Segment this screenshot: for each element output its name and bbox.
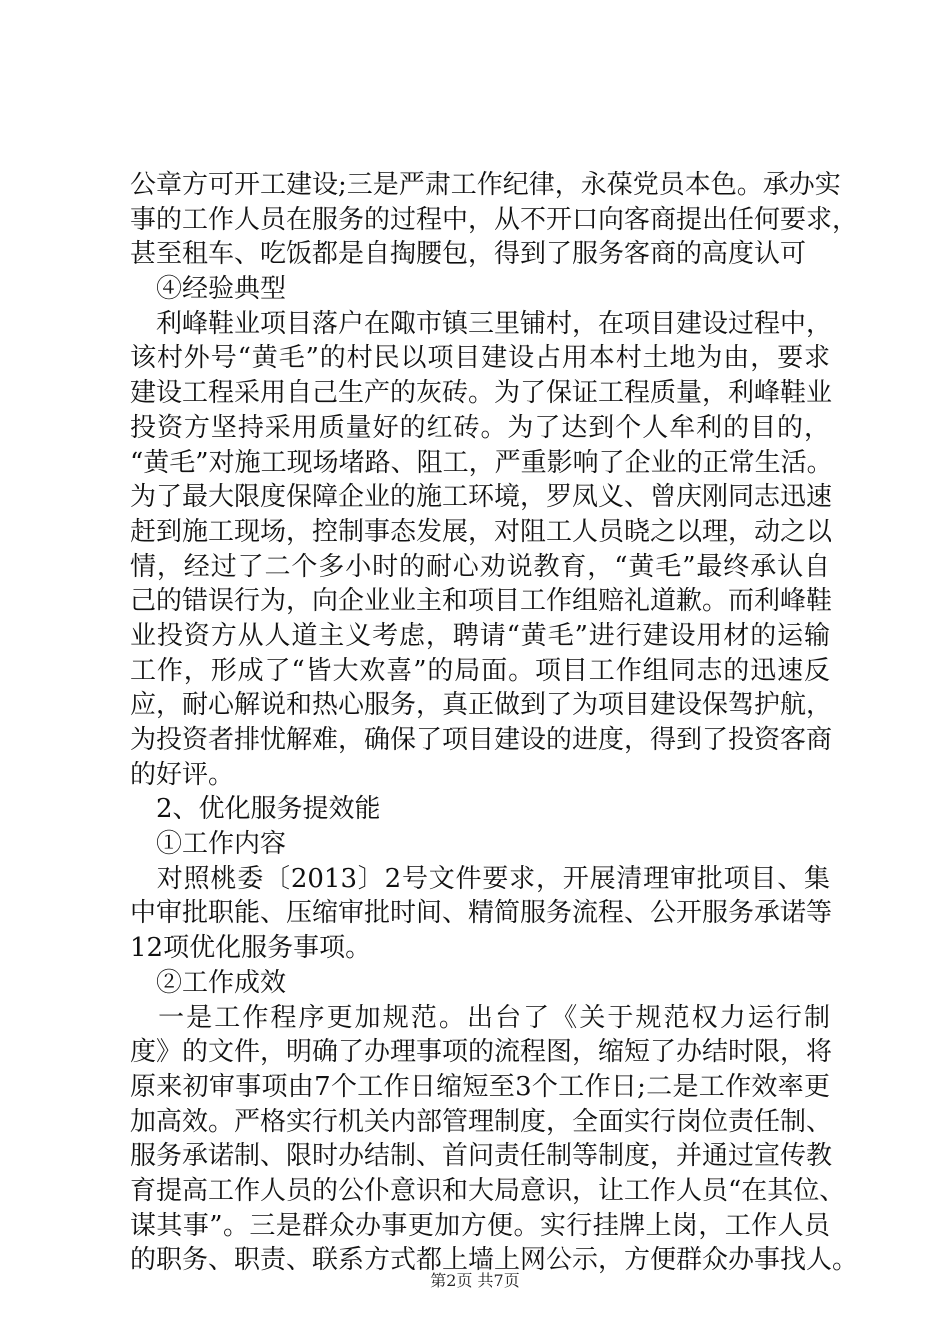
text-line: 对照桃委〔2013〕2号文件要求，开展清理审批项目、集	[130, 863, 830, 894]
text-line: 情，经过了二个多小时的耐心劝说教育，“黄毛”最终承认自	[130, 551, 830, 582]
text-line: 为了最大限度保障企业的施工环境，罗凤义、曾庆刚同志迅速	[130, 482, 833, 513]
text-line: 为投资者排忧解难，确保了项目建设的进度，得到了投资客商	[130, 725, 833, 755]
page-footer: 第2页 共7页	[430, 1271, 520, 1290]
text-line: 该村外号“黄毛”的村民以项目建设占用本村土地为由，要求	[130, 343, 830, 374]
text-line: 建设工程采用自己生产的灰砖。为了保证工程质量，利峰鞋业	[130, 378, 833, 409]
text-line: 己的错误行为，向企业业主和项目工作组赔礼道歉。而利峰鞋	[130, 586, 833, 617]
text-line: 甚至租车、吃饭都是自掏腰包，得到了服务客商的高度认可	[130, 239, 807, 270]
text-line: 工作，形成了“皆大欢喜”的局面。项目工作组同志的迅速反	[130, 655, 830, 686]
text-line: 原来初审事项由7个工作日缩短至3个工作日;二是工作效率更	[130, 1071, 830, 1102]
text-line: 一是工作程序更加规范。出台了《关于规范权力运行制	[130, 1002, 830, 1033]
text-line: 投资方坚持采用质量好的红砖。为了达到个人牟利的目的，	[130, 412, 830, 443]
text-line: 加高效。严格实行机关内部管理制度，全面实行岗位责任制、	[130, 1106, 833, 1137]
text-line: 事的工作人员在服务的过程中，从不开口向客商提出任何要求，	[130, 204, 859, 235]
text-line: 应，耐心解说和热心服务，真正做到了为项目建设保驾护航，	[130, 690, 833, 721]
text-line: 2、优化服务提效能	[130, 794, 381, 825]
text-line: ④经验典型	[130, 274, 287, 305]
text-line: 的职务、职责、联系方式都上墙上网公示，方便群众办事找人。	[130, 1245, 859, 1276]
text-line: 服务承诺制、限时办结制、首问责任制等制度，并通过宣传教	[130, 1141, 833, 1172]
text-line: 谋其事”。三是群众办事更加方便。实行挂牌上岗，工作人员	[130, 1210, 830, 1241]
text-line: ②工作成效	[130, 967, 287, 998]
text-line: “黄毛”对施工现场堵路、阻工，严重影响了企业的正常生活。	[130, 447, 833, 478]
text-line: 利峰鞋业项目落户在陬市镇三里铺村，在项目建设过程中，	[130, 308, 833, 339]
text-line: 公章方可开工建设;三是严肃工作纪律，永葆党员本色。承办实	[130, 170, 841, 200]
text-line: 度》的文件，明确了办理事项的流程图，缩短了办结时限，将	[130, 1037, 833, 1068]
text-line: 赶到施工现场，控制事态发展，对阻工人员晓之以理，动之以	[130, 516, 833, 547]
text-line: 业投资方从人道主义考虑，聘请“黄毛”进行建设用材的运输	[130, 620, 830, 651]
text-line: 12项优化服务事项。	[130, 933, 372, 964]
text-line: 中审批职能、压缩审批时间、精简服务流程、公开服务承诺等	[130, 898, 833, 929]
text-line: 的好评。	[130, 759, 235, 790]
text-line: ①工作内容	[130, 829, 287, 860]
document-body	[130, 168, 859, 1278]
text-line: 育提高工作人员的公仆意识和大局意识，让工作人员“在其位、	[130, 1175, 846, 1206]
